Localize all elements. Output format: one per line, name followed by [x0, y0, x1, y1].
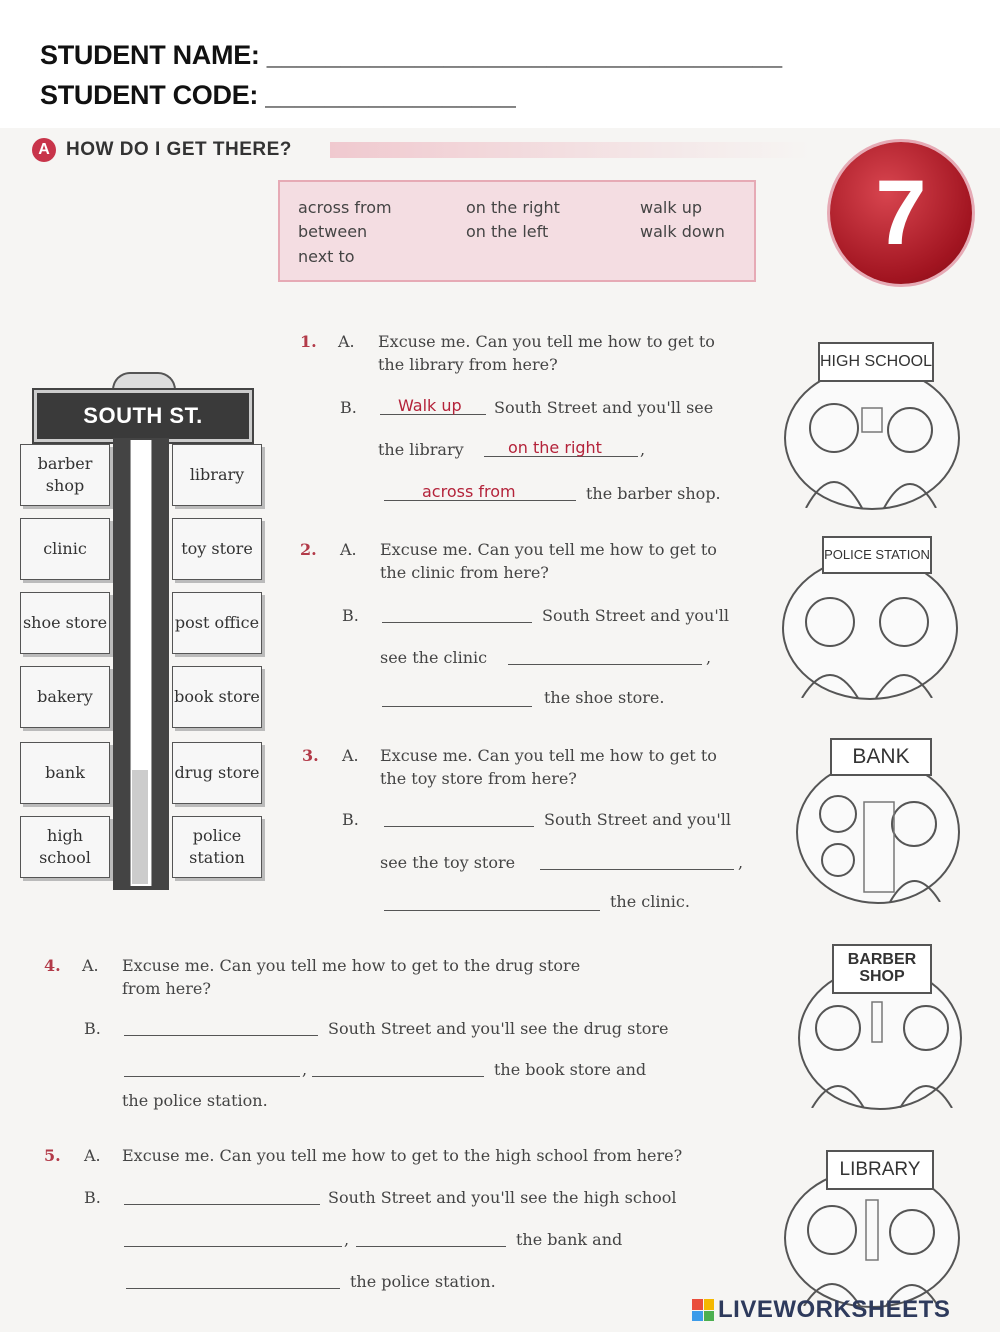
answer-blank[interactable] — [384, 810, 534, 831]
logo-icon — [692, 1299, 714, 1321]
answer-blank[interactable] — [124, 1188, 320, 1209]
store-police-station: police station — [172, 816, 262, 878]
question-text: Excuse me. Can you tell me how to get to the high school from here? — [122, 1146, 683, 1165]
question-text: the library from here? — [378, 355, 558, 374]
answer-blank[interactable] — [384, 894, 600, 915]
liveworksheets-logo — [692, 1296, 950, 1324]
section-title: HOW DO I GET THERE? — [66, 139, 292, 160]
student-code-label: STUDENT CODE: _________________ — [40, 80, 516, 110]
word-bank-item: on the right — [466, 198, 560, 217]
answer-text: the police station. — [350, 1272, 496, 1291]
answer-blank[interactable] — [540, 853, 734, 874]
people-illustration — [798, 762, 958, 902]
question-number: 2. — [300, 540, 317, 559]
chapter-number-badge — [830, 142, 972, 284]
sign-cap — [112, 372, 176, 390]
section-letter-badge: A — [32, 138, 56, 162]
section-heading — [32, 138, 292, 162]
street-sign: SOUTH ST. — [34, 390, 252, 442]
filled-answer[interactable]: across from — [422, 482, 516, 501]
answer-text: South Street and you'll see the high school — [328, 1188, 677, 1207]
question-number: 5. — [44, 1146, 61, 1165]
question-text: Excuse me. Can you tell me how to get to — [380, 746, 717, 765]
speaker-b-label: B. — [84, 1019, 101, 1038]
answer-text: the library — [378, 440, 464, 459]
punctuation: , — [640, 440, 646, 459]
section-heading-bar — [330, 142, 810, 158]
question-text: Excuse me. Can you tell me how to get to — [378, 332, 715, 351]
question-number: 1. — [300, 332, 317, 351]
answer-text: the barber shop. — [586, 484, 721, 503]
answer-blank[interactable] — [382, 690, 532, 711]
store-book-store: book store — [172, 666, 262, 728]
answer-text: South Street and you'll see — [494, 398, 714, 417]
store-clinic: clinic — [20, 518, 110, 580]
word-bank-item: on the left — [466, 222, 549, 241]
answer-blank[interactable] — [124, 1060, 300, 1081]
student-name-label: STUDENT NAME: ___________________________________ — [40, 40, 782, 70]
answer-text: South Street and you'll — [544, 810, 731, 829]
logo-text: LIVEWORKSHEETS — [718, 1296, 951, 1323]
punctuation: , — [344, 1230, 350, 1249]
word-bank — [278, 180, 756, 282]
word-bank-item: walk up — [640, 198, 702, 217]
store-shoe-store: shoe store — [20, 592, 110, 654]
store-toy-store: toy store — [172, 518, 262, 580]
speaker-b-label: B. — [84, 1188, 101, 1207]
speaker-a-label: A. — [84, 1146, 101, 1165]
chapter-number: 7 — [875, 161, 927, 264]
answer-blank[interactable] — [312, 1060, 484, 1081]
answer-text: the bank and — [516, 1230, 623, 1249]
store-bank: bank — [20, 742, 110, 804]
speaker-a-label: A. — [338, 332, 355, 351]
store-drug-store: drug store — [172, 742, 262, 804]
question-text: the clinic from here? — [380, 563, 549, 582]
answer-blank[interactable] — [124, 1230, 342, 1251]
answer-text: the book store and — [494, 1060, 647, 1079]
store-post-office: post office — [172, 592, 262, 654]
sign-police-station: POLICE STATION — [822, 536, 932, 574]
store-barber-shop: barber shop — [20, 444, 110, 506]
people-illustration — [786, 1170, 958, 1306]
question-text: Excuse me. Can you tell me how to get to — [380, 540, 717, 559]
punctuation: , — [302, 1060, 308, 1079]
answer-blank[interactable] — [508, 648, 702, 669]
punctuation: , — [738, 853, 744, 872]
sign-high-school: HIGH SCHOOL — [818, 342, 934, 382]
answer-blank[interactable] — [124, 1019, 318, 1040]
answer-blank[interactable] — [126, 1272, 340, 1293]
people-illustration — [784, 558, 956, 698]
question-text: the toy store from here? — [380, 769, 577, 788]
speaker-a-label: A. — [340, 540, 357, 559]
sign-bank: BANK — [830, 738, 932, 776]
filled-answer[interactable]: on the right — [508, 438, 602, 457]
store-high-school: high school — [20, 816, 110, 878]
answer-text: the shoe store. — [544, 688, 665, 707]
word-bank-item: next to — [298, 247, 355, 266]
question-number: 4. — [44, 956, 61, 975]
answer-text: South Street and you'll — [542, 606, 729, 625]
answer-text: see the toy store — [380, 853, 516, 872]
answer-text: South Street and you'll see the drug store — [328, 1019, 669, 1038]
sign-barber-shop: BARBER SHOP — [832, 944, 932, 994]
street-lane-shade — [132, 770, 148, 884]
answer-text: the police station. — [122, 1091, 268, 1110]
illustration-bank — [796, 760, 960, 904]
answer-blank[interactable] — [356, 1230, 506, 1251]
illustration-high-school — [784, 366, 960, 510]
illustration-police-station — [782, 556, 958, 700]
word-bank-item: walk down — [640, 222, 725, 241]
speaker-b-label: B. — [342, 810, 359, 829]
speaker-b-label: B. — [342, 606, 359, 625]
question-text: from here? — [122, 979, 211, 998]
speaker-a-label: A. — [82, 956, 99, 975]
people-illustration — [786, 368, 958, 508]
sign-library: LIBRARY — [826, 1150, 934, 1190]
word-bank-item: between — [298, 222, 368, 241]
answer-text: the clinic. — [610, 892, 690, 911]
question-number: 3. — [302, 746, 319, 765]
answer-text: see the clinic — [380, 648, 488, 667]
punctuation: , — [706, 648, 712, 667]
answer-blank[interactable] — [382, 606, 532, 627]
question-text: Excuse me. Can you tell me how to get to the drug store — [122, 956, 581, 975]
speaker-a-label: A. — [342, 746, 359, 765]
store-bakery: bakery — [20, 666, 110, 728]
filled-answer[interactable]: Walk up — [398, 396, 462, 415]
store-library: library — [172, 444, 262, 506]
speaker-b-label: B. — [340, 398, 357, 417]
word-bank-item: across from — [298, 198, 392, 217]
